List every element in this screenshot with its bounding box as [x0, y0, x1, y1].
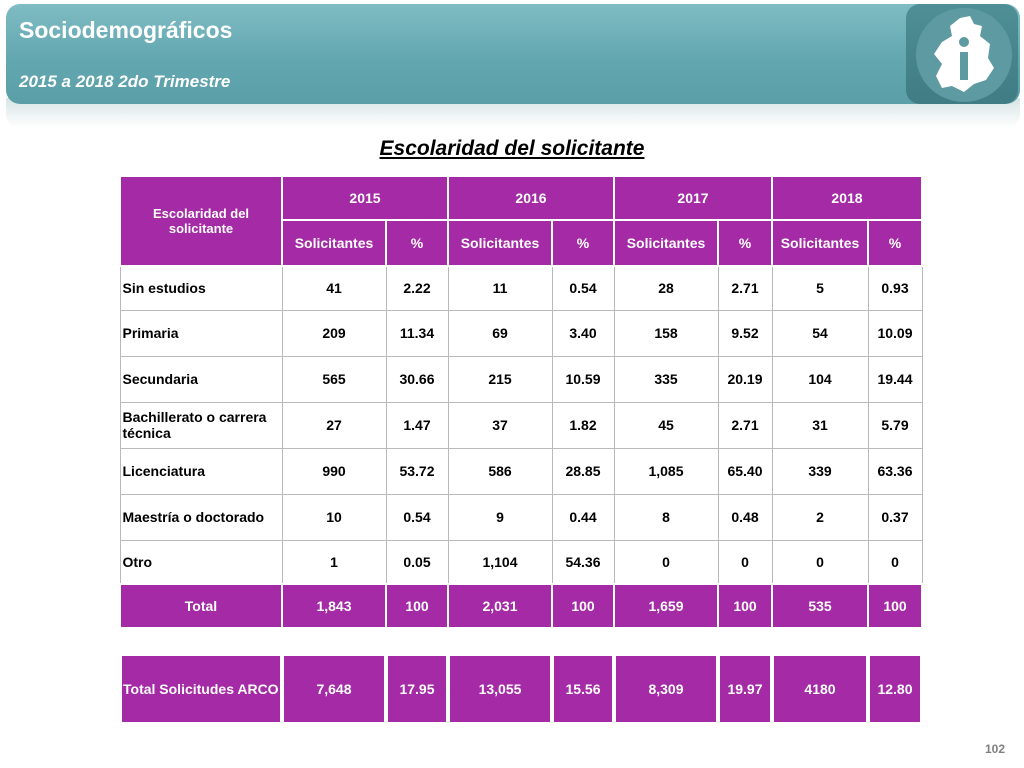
table-cell: 0.37 [868, 494, 922, 540]
arco-label: Total Solicitudes ARCO [120, 654, 282, 724]
row-label: Licenciatura [120, 448, 282, 494]
table-cell: 3.40 [552, 310, 614, 356]
table-cell: 5.79 [868, 402, 922, 448]
table-cell: 215 [448, 356, 552, 402]
table-cell: 335 [614, 356, 718, 402]
table-cell: 2.22 [386, 266, 448, 310]
table-cell: 2 [772, 494, 868, 540]
row-label: Bachillerato o carrera técnica [120, 402, 282, 448]
table-cell: 990 [282, 448, 386, 494]
corner-header: Escolaridad del solicitante [120, 176, 282, 266]
arco-cell: 4180 [772, 654, 868, 724]
table-cell: 54 [772, 310, 868, 356]
table-cell: 1 [282, 540, 386, 584]
table-cell: 339 [772, 448, 868, 494]
table-cell: 11.34 [386, 310, 448, 356]
table-cell: 28 [614, 266, 718, 310]
table-cell: 0.54 [386, 494, 448, 540]
table-cell: 586 [448, 448, 552, 494]
table-cell: 28.85 [552, 448, 614, 494]
sub-header-solicitantes: Solicitantes [282, 220, 386, 266]
row-label: Secundaria [120, 356, 282, 402]
table-row [120, 494, 922, 540]
table-cell: 104 [772, 356, 868, 402]
row-label: Primaria [120, 310, 282, 356]
table-row [120, 310, 922, 356]
table-cell: 10.59 [552, 356, 614, 402]
total-cell: 2,031 [448, 584, 552, 628]
table-cell: 0 [772, 540, 868, 584]
table-cell: 31 [772, 402, 868, 448]
arco-row [120, 654, 922, 724]
table-cell: 65.40 [718, 448, 772, 494]
sub-header-percent: % [718, 220, 772, 266]
table-cell: 5 [772, 266, 868, 310]
total-cell: 535 [772, 584, 868, 628]
sub-header-percent: % [552, 220, 614, 266]
table-cell: 10 [282, 494, 386, 540]
total-cell: 100 [386, 584, 448, 628]
year-header-2017: 2017 [614, 176, 772, 220]
table-cell: 209 [282, 310, 386, 356]
table-cell: 0.93 [868, 266, 922, 310]
table-cell: 0 [868, 540, 922, 584]
arco-cell: 15.56 [552, 654, 614, 724]
table-cell: 2.71 [718, 402, 772, 448]
page-title: Sociodemográficos [19, 17, 233, 43]
total-cell: 1,659 [614, 584, 718, 628]
table-cell: 1,085 [614, 448, 718, 494]
year-header-2015: 2015 [282, 176, 448, 220]
table-cell: 1.82 [552, 402, 614, 448]
arco-cell: 13,055 [448, 654, 552, 724]
row-label: Maestría o doctorado [120, 494, 282, 540]
table-cell: 63.36 [868, 448, 922, 494]
total-label: Total [120, 584, 282, 628]
table-cell: 54.36 [552, 540, 614, 584]
table-cell: 1,104 [448, 540, 552, 584]
total-row [120, 584, 922, 628]
table-row [120, 356, 922, 402]
table-cell: 565 [282, 356, 386, 402]
total-cell: 100 [868, 584, 922, 628]
table-cell: 0.48 [718, 494, 772, 540]
table-row [120, 448, 922, 494]
total-cell: 1,843 [282, 584, 386, 628]
table-cell: 19.44 [868, 356, 922, 402]
table-cell: 1.47 [386, 402, 448, 448]
table-row [120, 540, 922, 584]
table-cell: 0 [614, 540, 718, 584]
sub-header-percent: % [386, 220, 448, 266]
arco-cell: 8,309 [614, 654, 718, 724]
table-cell: 158 [614, 310, 718, 356]
table-cell: 11 [448, 266, 552, 310]
table-cell: 9.52 [718, 310, 772, 356]
table-cell: 53.72 [386, 448, 448, 494]
table-cell: 0 [718, 540, 772, 584]
table-cell: 2.71 [718, 266, 772, 310]
table-cell: 41 [282, 266, 386, 310]
table-cell: 20.19 [718, 356, 772, 402]
table-row [120, 402, 922, 448]
arco-cell: 19.97 [718, 654, 772, 724]
year-header-2018: 2018 [772, 176, 922, 220]
arco-cell: 7,648 [282, 654, 386, 724]
escolaridad-table [119, 175, 923, 629]
table-cell: 37 [448, 402, 552, 448]
sub-header-solicitantes: Solicitantes [614, 220, 718, 266]
table-row [120, 266, 922, 310]
page-number: 102 [985, 742, 1006, 756]
row-label: Sin estudios [120, 266, 282, 310]
table-cell: 69 [448, 310, 552, 356]
table-cell: 0.54 [552, 266, 614, 310]
table-cell: 0.44 [552, 494, 614, 540]
row-label: Otro [120, 540, 282, 584]
year-header-2016: 2016 [448, 176, 614, 220]
sub-header-percent: % [868, 220, 922, 266]
total-cell: 100 [718, 584, 772, 628]
institution-logo-icon [930, 14, 998, 94]
sub-header-solicitantes: Solicitantes [772, 220, 868, 266]
table-cell: 27 [282, 402, 386, 448]
section-title: Escolaridad del solicitante [379, 137, 645, 160]
arco-table [119, 653, 923, 725]
arco-cell: 12.80 [868, 654, 922, 724]
table-cell: 8 [614, 494, 718, 540]
total-cell: 100 [552, 584, 614, 628]
table-cell: 30.66 [386, 356, 448, 402]
arco-cell: 17.95 [386, 654, 448, 724]
page-subtitle: 2015 a 2018 2do Trimestre [19, 72, 231, 91]
table-cell: 10.09 [868, 310, 922, 356]
table-cell: 0.05 [386, 540, 448, 584]
table-cell: 45 [614, 402, 718, 448]
sub-header-solicitantes: Solicitantes [448, 220, 552, 266]
table-cell: 9 [448, 494, 552, 540]
